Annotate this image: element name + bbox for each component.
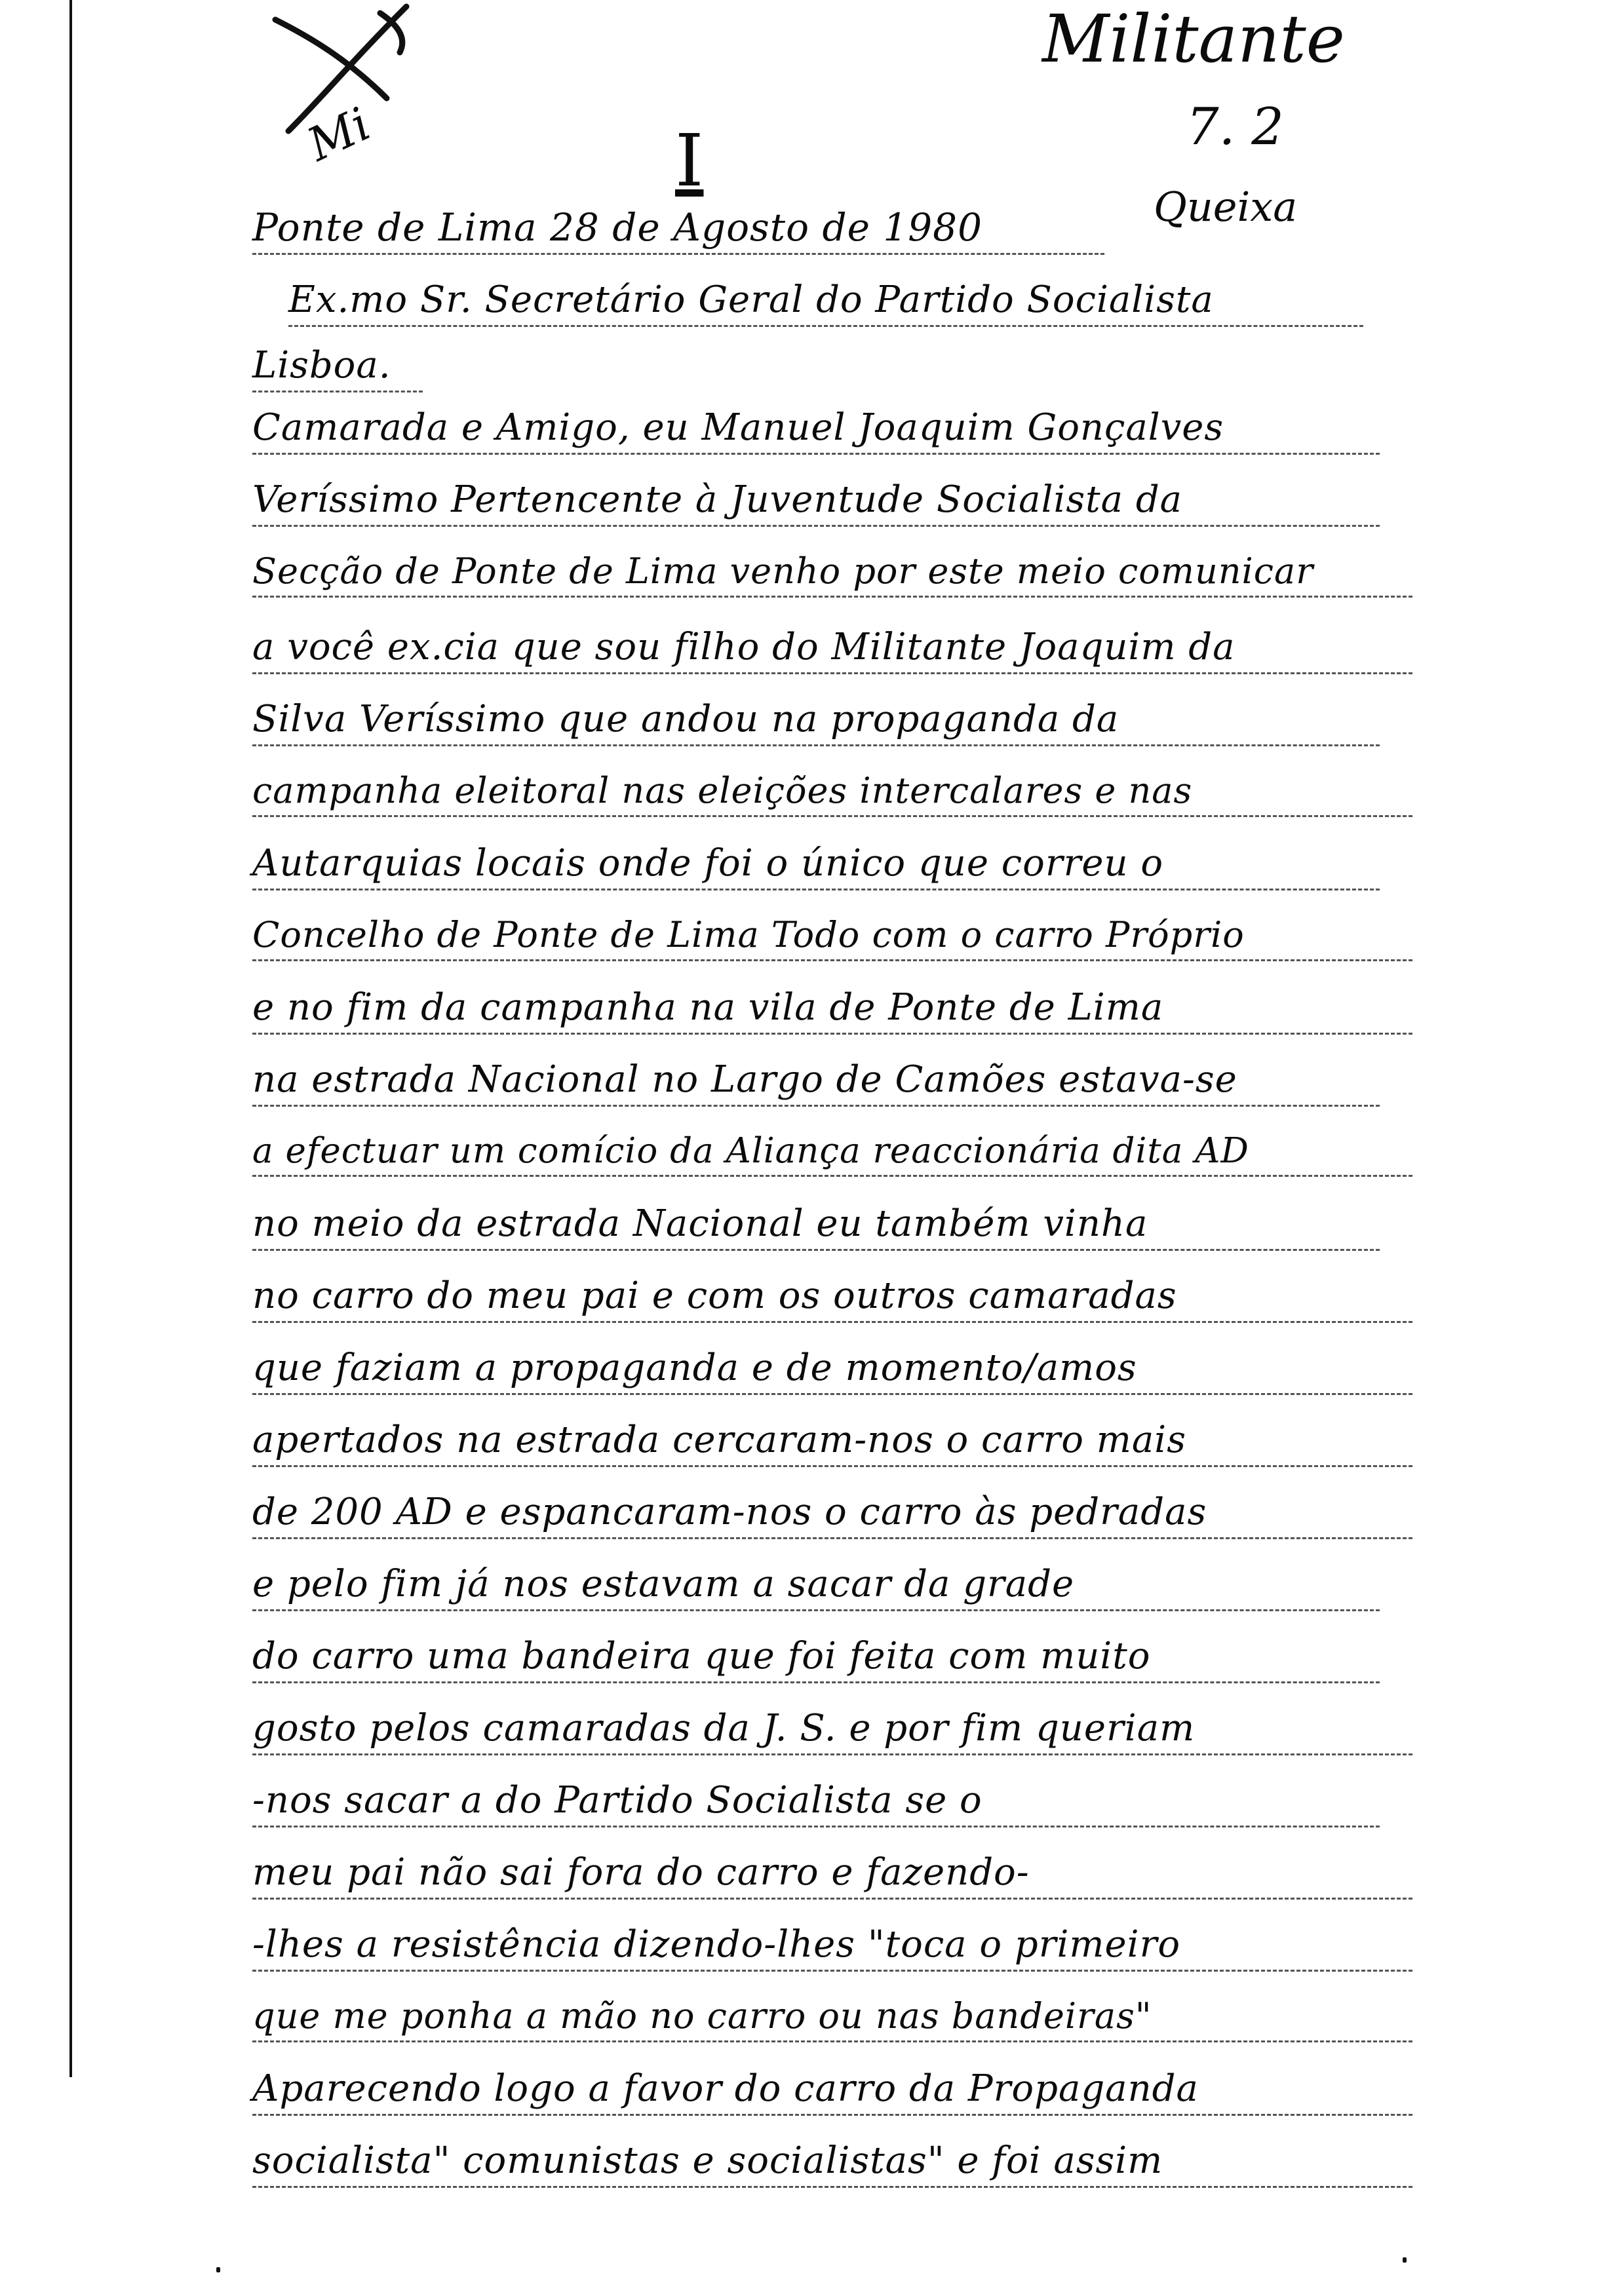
annotation-number: 7. 2 [1186,98,1284,157]
body-line: de 200 AD e espancaram-nos o carro às pedradas [252,1494,1412,1539]
annotation-queixa: Queixa [1154,183,1298,231]
body-line: Autarquias locais onde foi o único que correu o [252,845,1380,890]
body-line: no carro do meu pai e com os outros camaradas [252,1278,1412,1323]
stray-mark [1403,2257,1407,2263]
body-line: na estrada Nacional no Largo de Camões estava-se [252,1062,1380,1107]
body-line: socialista" comunistas e socialistas" e foi assim [252,2143,1412,2188]
body-line: a você ex.cia que sou filho do Militante Joaquim da [252,629,1412,674]
stray-mark [216,2267,220,2272]
body-line: -nos sacar a do Partido Socialista se o [252,1782,1380,1827]
addressee-line: Ex.mo Sr. Secretário Geral do Partido Socialista [288,282,1363,327]
body-line: Silva Veríssimo que andou na propaganda da [252,701,1380,746]
body-line: Veríssimo Pertencente à Juventude Socialista da [252,482,1380,527]
date-line: Ponte de Lima 28 de Agosto de 1980 [252,208,1104,255]
body-line: e no fim da campanha na vila de Ponte de Lima [252,989,1412,1035]
body-line: e pelo fim já nos estavam a sacar da grade [252,1566,1380,1611]
body-line: do carro uma bandeira que foi feita com muito [252,1638,1380,1683]
body-line: meu pai não sai fora do carro e fazendo- [252,1854,1412,1900]
body-line: a efectuar um comício da Aliança reaccionária dita AD [252,1134,1412,1177]
left-margin-line [69,0,72,2077]
corner-initials: Mi [300,96,378,172]
body-line: campanha eleitoral nas eleições intercalares e nas [252,773,1412,817]
body-line: Secção de Ponte de Lima venho por este meio comunicar [252,554,1412,598]
body-line: Aparecendo logo a favor do carro da Propaganda [252,2071,1412,2116]
body-line: que me ponha a mão no carro ou nas bandeiras" [252,1999,1412,2042]
body-line: Camarada e Amigo, eu Manuel Joaquim Gonçalves [252,410,1380,455]
city-line: Lisboa. [252,347,423,392]
roman-numeral: I [675,119,704,202]
annotation-militante: Militante [1042,1,1345,77]
body-line: apertados na estrada cercaram-nos o carro mais [252,1422,1412,1467]
body-line: que faziam a propaganda e de momento/amos [252,1350,1412,1395]
body-line: Concelho de Ponte de Lima Todo com o carro Próprio [252,917,1412,961]
body-line: -lhes a resistência dizendo-lhes "toca o primeiro [252,1926,1412,1972]
body-line: gosto pelos camaradas da J. S. e por fim queriam [252,1710,1412,1755]
body-line: no meio da estrada Nacional eu também vinha [252,1206,1380,1251]
